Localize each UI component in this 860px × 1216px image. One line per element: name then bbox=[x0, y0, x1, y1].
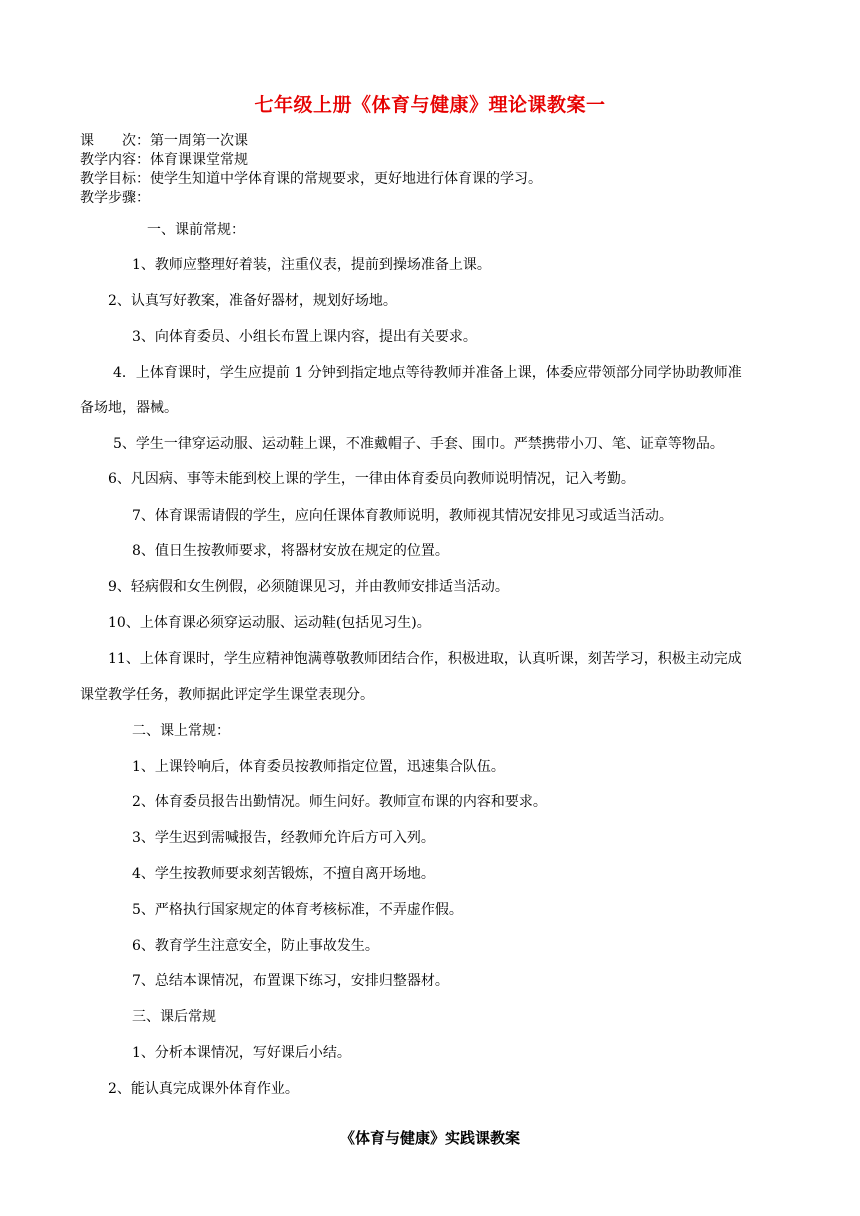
lesson-steps-label: 教学步骤： bbox=[80, 190, 150, 206]
section-subtitle: 《体育与健康》实践课教案 bbox=[339, 1129, 520, 1147]
list-item: 7、总结本课情况，布置课下练习，安排归整器材。 bbox=[132, 973, 449, 989]
section-heading-post-class: 三、课后常规 bbox=[132, 1009, 216, 1025]
list-item: 11、上体育课时，学生应精神饱满尊敬教师团结合作，积极进取，认真听课，刻苦学习，积极主动完成 bbox=[108, 651, 742, 667]
list-item: 10、上体育课必须穿运动服、运动鞋(包括见习生)。 bbox=[108, 615, 431, 631]
list-item: 5、严格执行国家规定的体育考核标准，不弄虚作假。 bbox=[132, 902, 463, 918]
section-heading-in-class: 二、课上常规： bbox=[132, 723, 230, 739]
list-item: 1、上课铃响后，体育委员按教师指定位置，迅速集合队伍。 bbox=[132, 759, 505, 775]
list-item: 7、体育课需请假的学生，应向任课体育教师说明，教师视其情况安排见习或适当活动。 bbox=[132, 508, 673, 524]
list-item: 8、值日生按教师要求，将器材安放在规定的位置。 bbox=[132, 543, 449, 559]
list-item: 4、学生按教师要求刻苦锻炼，不擅自离开场地。 bbox=[132, 866, 435, 882]
list-item: 6、教育学生注意安全，防止事故发生。 bbox=[132, 938, 379, 954]
list-item: 2、体育委员报告出勤情况。师生问好。教师宣布课的内容和要求。 bbox=[132, 794, 547, 810]
list-item: 1、分析本课情况，写好课后小结。 bbox=[132, 1045, 351, 1061]
lesson-content: 教学内容：体育课课堂常规 bbox=[80, 152, 248, 168]
list-item: 5、学生一律穿运动服、运动鞋上课，不准戴帽子、手套、围巾。严禁携带小刀、笔、证章等物品。 bbox=[113, 436, 724, 452]
list-item: 2、能认真完成课外体育作业。 bbox=[108, 1081, 299, 1097]
list-item-continuation: 课堂教学任务，教师据此评定学生课堂表现分。 bbox=[80, 687, 374, 703]
list-item: 3、学生迟到需喊报告，经教师允许后方可入列。 bbox=[132, 830, 435, 846]
list-item: 6、凡因病、事等未能到校上课的学生，一律由体育委员向教师说明情况，记入考勤。 bbox=[108, 471, 635, 487]
list-item: 3、向体育委员、小组长布置上课内容，提出有关要求。 bbox=[132, 329, 477, 345]
list-item-continuation: 备场地，器械。 bbox=[80, 400, 178, 416]
section-heading-pre-class: 一、课前常规： bbox=[147, 222, 245, 238]
list-item: 2、认真写好教案，准备好器材，规划好场地。 bbox=[108, 293, 397, 309]
list-item: 9、轻病假和女生例假，必须随课见习，并由教师安排适当活动。 bbox=[108, 579, 509, 595]
list-item: 4．上体育课时，学生应提前 1 分钟到指定地点等待教师并准备上课，体委应带领部分同学协助教师准 bbox=[113, 365, 742, 381]
lesson-number: 课 次：第一周第一次课 bbox=[80, 133, 248, 149]
lesson-meta bbox=[80, 132, 542, 208]
list-item: 1、教师应整理好着装，注重仪表，提前到操场准备上课。 bbox=[132, 257, 491, 273]
document-title: 七年级上册《体育与健康》理论课教案一 bbox=[254, 94, 606, 116]
lesson-goal: 教学目标：使学生知道中学体育课的常规要求，更好地进行体育课的学习。 bbox=[80, 171, 542, 187]
